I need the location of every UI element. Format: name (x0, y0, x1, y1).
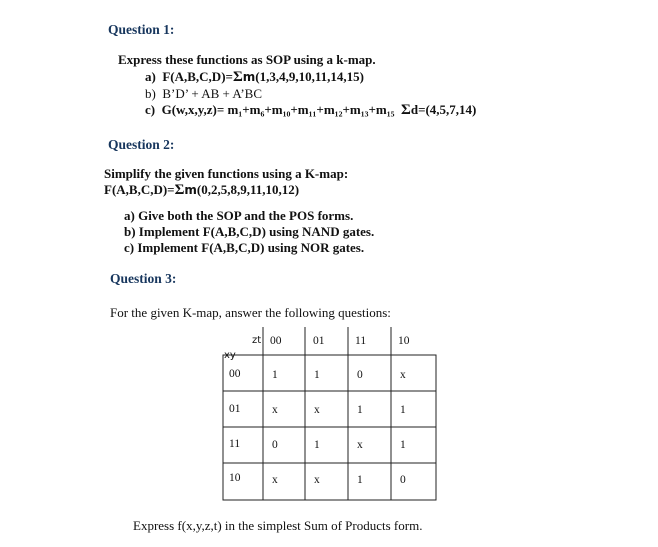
kmap-cell: 0 (357, 369, 363, 381)
sigma-symbol: Σ (232, 69, 243, 85)
kmap-cell: x (272, 404, 278, 416)
q1-heading: Question 1: (108, 22, 175, 37)
kmap-cell: x (314, 404, 320, 416)
kmap-col-header: 10 (398, 335, 410, 347)
kmap-cell: x (400, 369, 406, 381)
kmap-col-header: 01 (313, 335, 325, 347)
q3-final-instruction: Express f(x,y,z,t) in the simplest Sum of Products form. (133, 518, 423, 533)
kmap-cell: 1 (357, 404, 363, 416)
q1-a-label: a) (145, 69, 156, 84)
q3-prompt: For the given K-map, answer the following questions: (110, 305, 391, 320)
q1-a-prefix: F(A,B,C,D)= (162, 69, 233, 84)
q1-a-terms: (1,3,4,9,10,11,14,15) (255, 69, 364, 84)
q1-c-text: G(w,x,y,z)= m₁+m₆+m₁₀+m₁₁+m₁₂+m₁₃+m₁₅ (161, 102, 395, 117)
kmap-col-var: zt (252, 335, 262, 346)
kmap-cell: 1 (400, 439, 406, 451)
q2-prompt: Simplify the given functions using a K-map: (104, 166, 349, 181)
dont-care-sigma: Σ (401, 102, 411, 118)
kmap-cell: 1 (314, 439, 320, 451)
kmap-cell: 0 (272, 439, 278, 451)
q2-item-a: a) Give both the SOP and the POS forms. (124, 208, 354, 223)
kmap-row-header: 00 (229, 368, 241, 380)
q2-item-c: c) Implement F(A,B,C,D) using NOR gates. (124, 240, 365, 255)
q2-func-prefix: F(A,B,C,D)= (104, 182, 175, 197)
q3-heading: Question 3: (110, 271, 177, 286)
kmap-row-header: 01 (229, 403, 241, 415)
kmap-cell: 1 (272, 369, 278, 381)
q2-heading: Question 2: (108, 137, 175, 152)
minterm-symbol: m (184, 183, 197, 197)
kmap-cell: 1 (357, 474, 363, 486)
kmap-cell: x (314, 474, 320, 486)
kmap-cell: x (357, 439, 363, 451)
kmap-cell: 1 (400, 404, 406, 416)
minterm-symbol: m (242, 70, 256, 84)
sigma-symbol: Σ (174, 182, 185, 198)
q1-prompt: Express these functions as SOP using a k-map. (118, 52, 376, 67)
kmap-col-header: 11 (355, 335, 367, 347)
kmap-col-header: 00 (270, 335, 282, 347)
q1-c-label: c) (145, 102, 156, 117)
kmap-row-header: 11 (229, 438, 241, 450)
kmap-row-var: xy (224, 350, 236, 361)
q1-b-label: b) (145, 86, 156, 101)
q2-item-b: b) Implement F(A,B,C,D) using NAND gates. (124, 224, 375, 239)
q1-c-dontcare: d=(4,5,7,14) (410, 102, 477, 117)
kmap-cell: 1 (314, 369, 320, 381)
q1-b-text: B’D’ + AB + A’BC (162, 86, 263, 101)
kmap-row-header: 10 (229, 472, 241, 484)
q2-func-terms: (0,2,5,8,9,11,10,12) (196, 182, 300, 197)
kmap-cell: 0 (400, 474, 406, 486)
kmap-cell: x (272, 474, 278, 486)
